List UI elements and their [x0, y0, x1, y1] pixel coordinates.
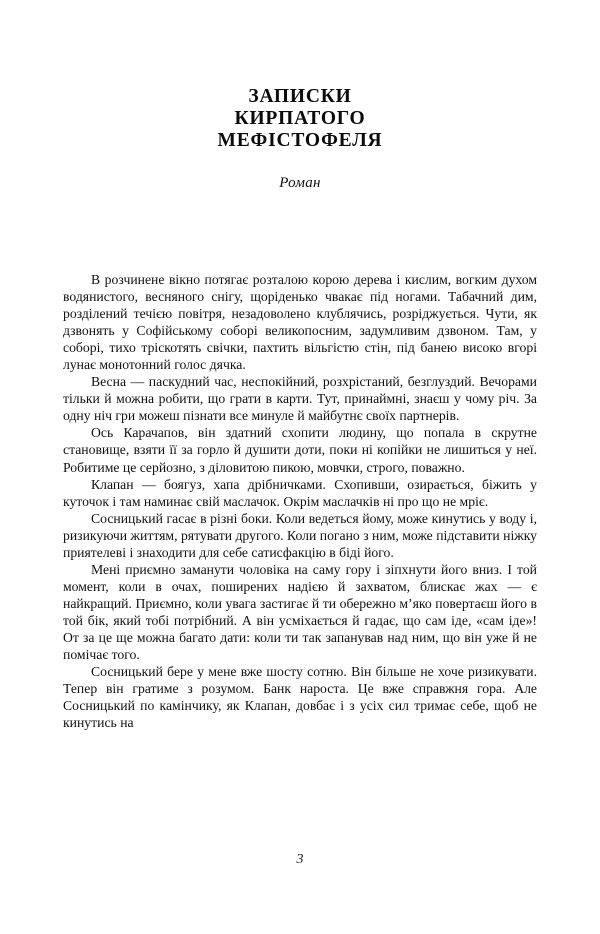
page-number: 3 [296, 852, 304, 867]
paragraph: Сосницький гасає в різні боки. Коли ведеться йому, може кинутись у воду і, ризикуючи життям, рятувати другого. Коли погано з ним, може підставити ніжку приятелеві і знаходити для себе сатисфакцію в біді його. [63, 510, 537, 560]
paragraph: Весна — паскудний час, неспокійний, розхрістаний, безглуздий. Вечорами тільки й можна робити, що грати в карти. Тут, принаймні, знаєш у чому річ. За одну ніч гри можеш пізнати все минуле й майбутнє своїх партнерів. [63, 374, 537, 424]
title-line-2: КИРПАТОГО [234, 108, 366, 129]
genre-subtitle: Роман [279, 175, 321, 191]
paragraph: Мені приємно заманути чоловіка на саму гору і зіпхнути його вниз. І той момент, коли в очах, поширених надією й захватом, блискає жах — є найкращий. Приємно, коли увага застигає й ти обережно м’яко повертаєш його в той бік, який тобі потрібний. А він усміхається й гадає, що сам іде, «сам іде»! От за це ще можна багато дати: коли ти так запанував над ним, що він уже й не помічає того. [63, 561, 537, 663]
paragraph: Клапан — боягуз, хапа дрібничками. Схопивши, озирається, біжить у куточок і там наминає свій маслачок. Окрім маслачків ні про що не мріє. [63, 476, 537, 509]
title-block [63, 86, 537, 192]
page-title [63, 86, 537, 152]
title-line-1: ЗАПИСКИ [248, 86, 352, 107]
paragraph: Ось Карачапов, він здатний схопити людину, що попала в скрутне становище, взяти її за горло й душити доти, поки ні копійки не лишиться у неї. Робитиме це серйозно, з діловитою пикою, мовчки, строго, поважно. [63, 425, 537, 475]
title-line-3: МЕФІСТОФЕЛЯ [217, 130, 383, 151]
paragraph: Сосницький бере у мене вже шосту сотню. Він більше не хоче ризикувати. Тепер він гратиме з розумом. Банк нароста. Це вже справжня гора. Але Сосницький по камінчику, як Клапан, довбає і з усіх сил тримає себе, щоб не кинутись на [63, 664, 537, 731]
paragraph: В розчинене вікно потягає розталою корою дерева і кислим, вогким духом водянистого, весняного снігу, щоріденько чвакає під ногами. Табачний дим, розділений течією повітря, незадоволено клублячись, розріджується. Чути, як дзвонять у Софійському соборі великопосним, задумливим дзвоном. Там, у соборі, тихо тріскотять свічки, пахтить вільгістю стін, під банею високо вгорі лунає монотонний голос дячка. [63, 272, 537, 373]
body-text [63, 271, 537, 731]
